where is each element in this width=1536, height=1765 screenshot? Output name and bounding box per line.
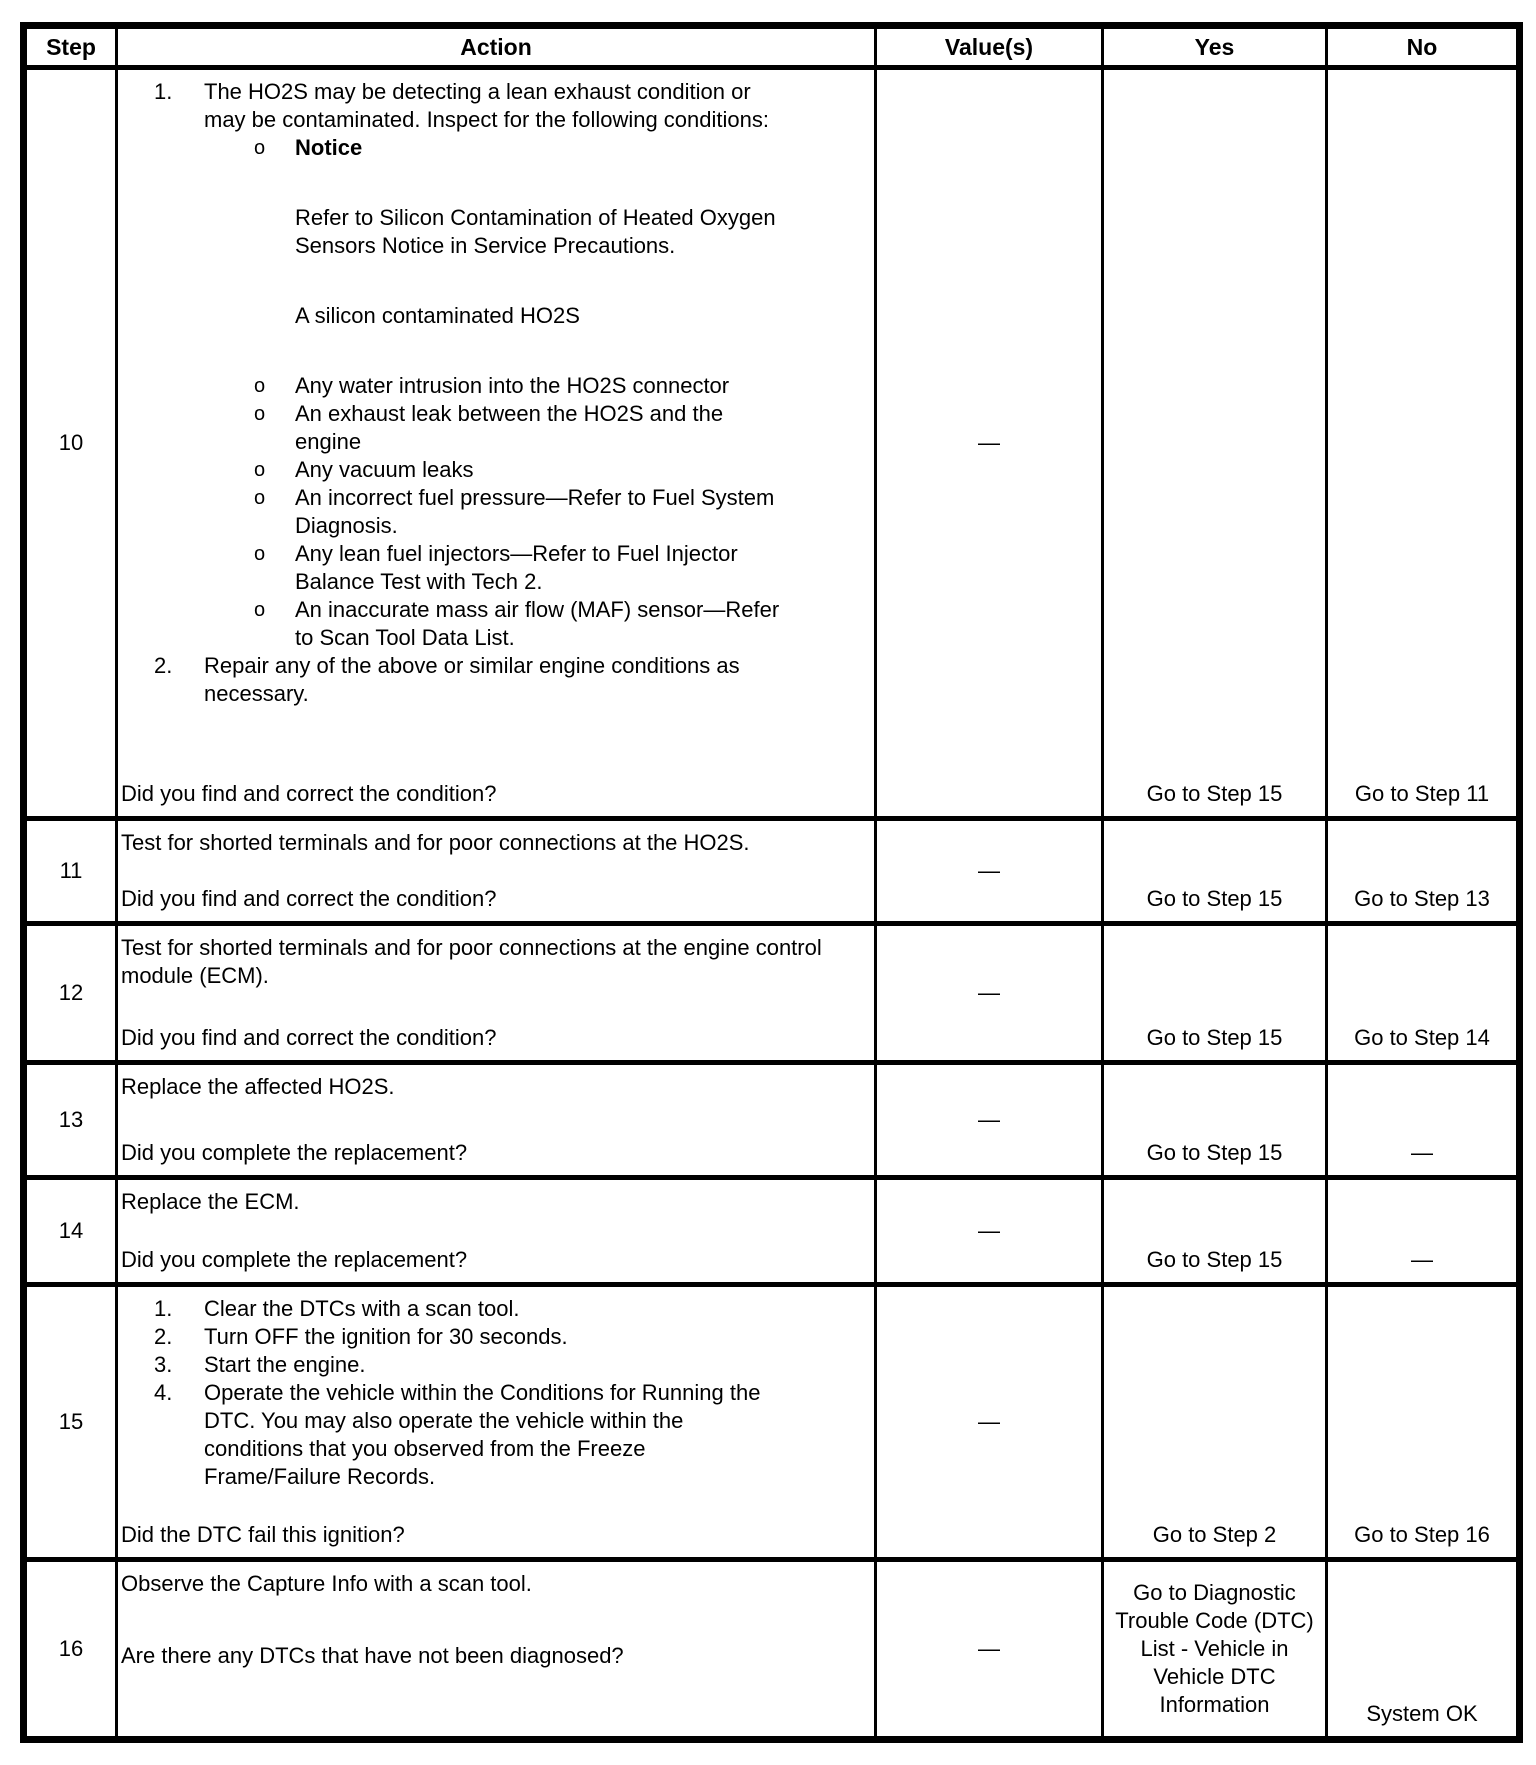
table-row-step-11 <box>24 819 1520 924</box>
table-row-step-14 <box>24 1178 1520 1285</box>
action-cell <box>117 1063 876 1178</box>
bullet-marker: o <box>254 599 266 621</box>
action-text: Observe the Capture Info with a scan tool. <box>121 1571 532 1596</box>
no-cell: Go to Step 11 <box>1327 68 1520 819</box>
table-row-step-13 <box>24 1063 1520 1178</box>
col-header-step: Step <box>24 26 117 68</box>
action-question: Did you find and correct the condition? <box>121 1025 497 1050</box>
no-cell: Go to Step 13 <box>1327 819 1520 924</box>
step-cell: 13 <box>24 1063 117 1178</box>
bullet-marker: o <box>254 543 266 565</box>
action-text: Start the engine. <box>204 1352 366 1377</box>
no-cell: Go to Step 14 <box>1327 924 1520 1063</box>
number-marker: 3. <box>154 1352 173 1377</box>
action-text: Any vacuum leaks <box>295 457 474 482</box>
step-cell: 12 <box>24 924 117 1063</box>
number-marker: 2. <box>154 653 173 678</box>
action-text: Operate the vehicle within the Conditions for Running the DTC. You may also operate the vehicle within the conditions that you observed from the Freeze Frame/Failure Records. <box>204 1380 761 1489</box>
action-cell <box>117 1178 876 1285</box>
value-cell: — <box>876 1063 1103 1178</box>
number-marker: 1. <box>154 1296 173 1321</box>
col-header-no: No <box>1327 26 1520 68</box>
step-cell: 10 <box>24 68 117 819</box>
notice-label: Notice <box>295 135 363 160</box>
action-text: Test for shorted terminals and for poor connections at the HO2S. <box>121 830 750 855</box>
table-row-step-12 <box>24 924 1520 1063</box>
no-cell: System OK <box>1327 1560 1520 1740</box>
table-row-step-10 <box>24 68 1520 819</box>
bullet-marker: o <box>254 487 266 509</box>
action-paragraph: Refer to Silicon Contamination of Heated Oxygen Sensors Notice in Service Precautions. <box>295 205 776 258</box>
table-row-step-16 <box>24 1560 1520 1740</box>
action-text: An inaccurate mass air flow (MAF) sensor—Refer to Scan Tool Data List. <box>295 597 780 650</box>
bullet-marker: o <box>254 375 266 397</box>
diagnostic-step-table <box>20 22 1523 1743</box>
bullet-marker: o <box>254 459 266 481</box>
action-list-item <box>118 400 868 456</box>
action-text: The HO2S may be detecting a lean exhaust condition or may be contaminated. Inspect for the following conditions: <box>204 79 769 132</box>
number-marker: 4. <box>154 1380 173 1405</box>
step-cell: 11 <box>24 819 117 924</box>
col-header-values: Value(s) <box>876 26 1103 68</box>
no-cell: — <box>1327 1178 1520 1285</box>
action-question: Did the DTC fail this ignition? <box>121 1522 405 1547</box>
yes-cell: Go to Step 15 <box>1103 819 1327 924</box>
action-list-item <box>118 484 868 540</box>
value-cell: — <box>876 68 1103 819</box>
step-cell: 14 <box>24 1178 117 1285</box>
action-list-item <box>118 372 868 400</box>
value-cell: — <box>876 1178 1103 1285</box>
number-marker: 1. <box>154 79 173 104</box>
action-list-item <box>118 1295 868 1323</box>
value-cell: — <box>876 924 1103 1063</box>
action-text: Any lean fuel injectors—Refer to Fuel Injector Balance Test with Tech 2. <box>295 541 738 594</box>
yes-cell: Go to Step 15 <box>1103 68 1327 819</box>
step-cell: 16 <box>24 1560 117 1740</box>
no-cell: Go to Step 16 <box>1327 1285 1520 1560</box>
yes-cell: Go to Diagnostic Trouble Code (DTC) List - Vehicle in Vehicle DTC Information <box>1103 1560 1327 1740</box>
action-list-item <box>118 78 868 134</box>
action-list-item <box>118 1351 868 1379</box>
bullet-marker: o <box>254 137 266 159</box>
yes-cell: Go to Step 15 <box>1103 1178 1327 1285</box>
col-header-yes: Yes <box>1103 26 1327 68</box>
action-text: Replace the ECM. <box>121 1189 300 1214</box>
action-list-item <box>118 652 868 708</box>
yes-cell: Go to Step 2 <box>1103 1285 1327 1560</box>
action-list-item <box>118 540 868 596</box>
header-row <box>24 26 1520 68</box>
action-paragraph: A silicon contaminated HO2S <box>295 303 580 328</box>
yes-cell: Go to Step 15 <box>1103 924 1327 1063</box>
action-text: Turn OFF the ignition for 30 seconds. <box>204 1324 568 1349</box>
step-cell: 15 <box>24 1285 117 1560</box>
action-text: An incorrect fuel pressure—Refer to Fuel System Diagnosis. <box>295 485 775 538</box>
action-cell <box>117 819 876 924</box>
action-cell <box>117 924 876 1063</box>
action-question: Did you complete the replacement? <box>121 1247 468 1272</box>
number-marker: 2. <box>154 1324 173 1349</box>
action-list-item <box>118 456 868 484</box>
value-cell: — <box>876 1560 1103 1740</box>
action-question: Did you find and correct the condition? <box>121 886 497 911</box>
action-cell <box>117 1560 876 1740</box>
action-list-item <box>118 1323 868 1351</box>
action-cell <box>117 1285 876 1560</box>
action-text: Any water intrusion into the HO2S connector <box>295 373 730 398</box>
action-text: Test for shorted terminals and for poor connections at the engine control module (ECM). <box>121 935 822 988</box>
action-list-item <box>118 134 868 162</box>
table-row-step-15 <box>24 1285 1520 1560</box>
value-cell: — <box>876 819 1103 924</box>
action-text: Repair any of the above or similar engine conditions as necessary. <box>204 653 740 706</box>
bullet-marker: o <box>254 403 266 425</box>
value-cell: — <box>876 1285 1103 1560</box>
action-list-item <box>118 596 868 652</box>
action-list-item <box>118 1379 868 1491</box>
action-text: An exhaust leak between the HO2S and the engine <box>295 401 724 454</box>
action-question: Did you complete the replacement? <box>121 1140 468 1165</box>
yes-cell: Go to Step 15 <box>1103 1063 1327 1178</box>
col-header-action: Action <box>117 26 876 68</box>
no-cell: — <box>1327 1063 1520 1178</box>
action-text: Replace the affected HO2S. <box>121 1074 395 1099</box>
action-question: Did you find and correct the condition? <box>121 781 497 806</box>
action-cell <box>117 68 876 819</box>
action-text: Clear the DTCs with a scan tool. <box>204 1296 520 1321</box>
action-question: Are there any DTCs that have not been diagnosed? <box>121 1643 624 1668</box>
